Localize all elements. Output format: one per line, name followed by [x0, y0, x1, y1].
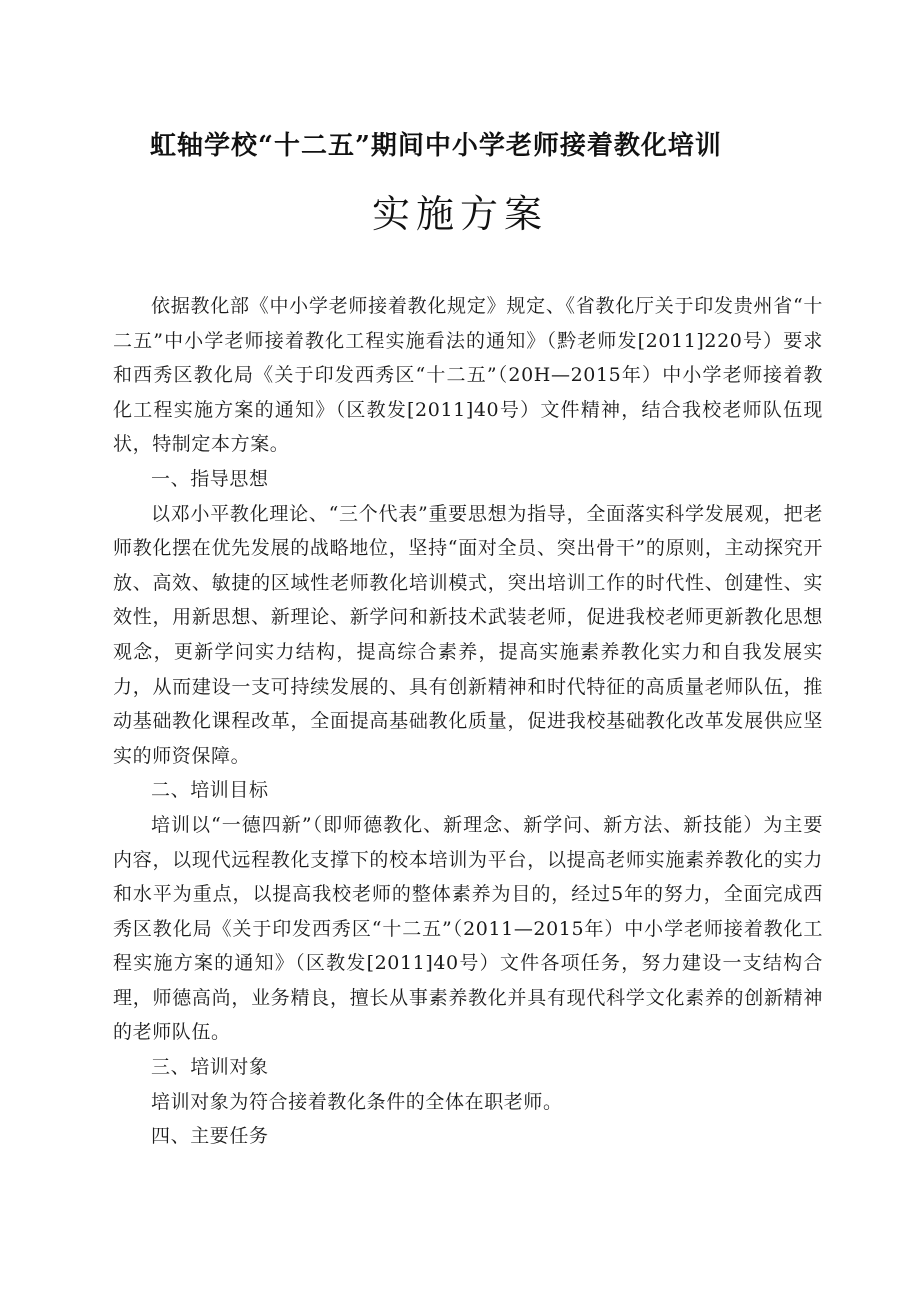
document-subtitle: 实施方案: [371, 192, 548, 236]
training-targets-paragraph: 培训对象为符合接着教化条件的全体在职老师。: [151, 1090, 563, 1113]
document-title: 虹轴学校“十二五”期间中小学老师接着教化培训: [150, 131, 722, 161]
section-heading-main-tasks: 四、主要任务: [151, 1125, 269, 1148]
section-heading-guiding-thought: 一、指导思想: [151, 467, 269, 490]
document-body: [113, 289, 823, 1154]
guiding-thought-paragraph: 以邓小平教化理论、“三个代表”重要思想为指导，全面落实科学发展观，把老师教化摆在优先发展的战略地位，坚持“面对全员、突出骨干”的原则，主动探究开放、高效、敏捷的区域性老师教化培训模式，突出培训工作的时代性、创建性、实效性，用新思想、新理论、新学问和新技术武装老师，促进我校老师更新教化思想观念，更新学问实力结构，提高综合素养，提高实施素养教化实力和自我发展实力，从而建设一支可持续发展的、具有创新精神和时代特征的高质量老师队伍，推动基础教化课程改革，全面提高基础教化质量，促进我校基础教化改革发展供应坚实的师资保障。: [113, 502, 823, 767]
section-heading-training-goals: 二、培训目标: [151, 779, 269, 802]
section-heading-training-targets: 三、培训对象: [151, 1056, 269, 1079]
intro-paragraph: 依据教化部《中小学老师接着教化规定》规定、《省教化厅关于印发贵州省“十二五”中小学老师接着教化工程实施看法的通知》（黔老师发[2011]220号）要求和西秀区教化局《关于印发西秀区“十二五”（20H—2015年）中小学老师接着教化工程实施方案的通知》（区教发[2011]40号）文件精神，结合我校老师队伍现状，特制定本方案。: [113, 295, 823, 456]
training-goals-paragraph: 培训以“一德四新”（即师德教化、新理念、新学问、新方法、新技能）为主要内容，以现代远程教化支撑下的校本培训为平台，以提高老师实施素养教化的实力和水平为重点，以提高我校老师的整体素养为目的，经过5年的努力，全面完成西秀区教化局《关于印发西秀区“十二五”（2011—2015年）中小学老师接着教化工程实施方案的通知》（区教发[2011]40号）文件各项任务，努力建设一支结构合理，师德高尚，业务精良，擅长从事素养教化并具有现代科学文化素养的创新精神的老师队伍。: [113, 813, 823, 1044]
